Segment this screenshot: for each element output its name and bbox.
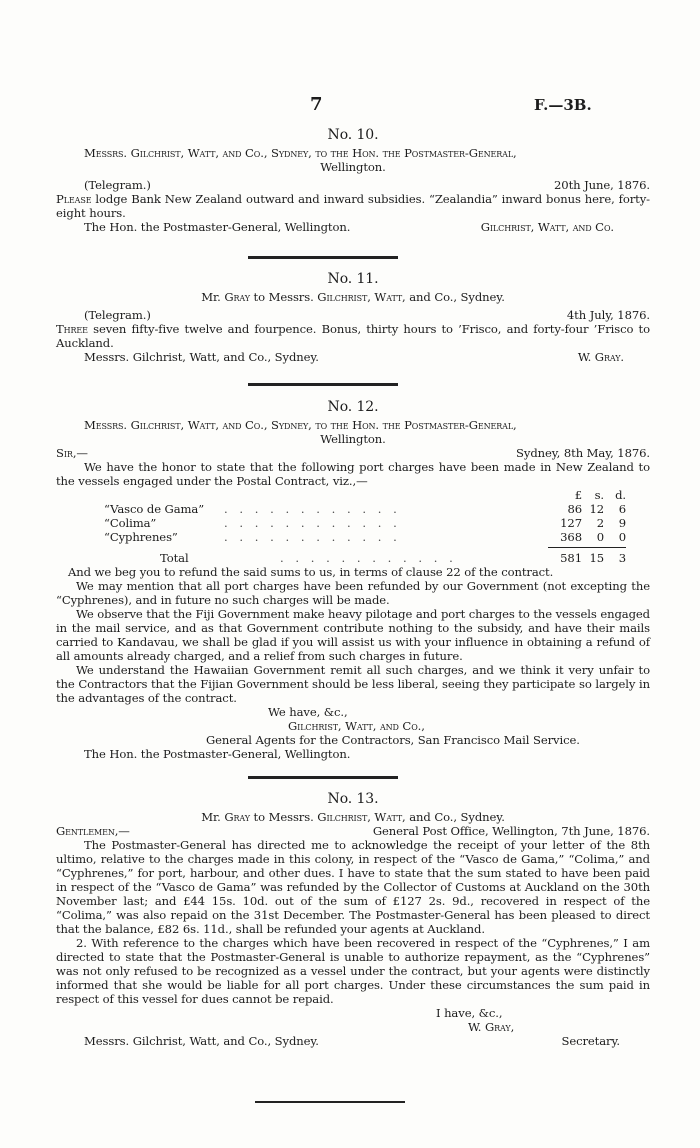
table-total-row: Total . . . . . . . . . . . . 581 15 3 xyxy=(160,551,626,565)
table-row: “Vasco de Gama” . . . . . . . . . . . . 86 12 6 xyxy=(104,502,626,516)
letter-paragraph: The Postmaster-General has directed me to acknowledge the receipt of your letter of the 8th ultimo, relative to the charges made in this colony, in respect of the “Vasco de Gama,” “Colima,” and “Cyphrenes,” for port, harbour, and other dues. I have to state that the sum stated to have been paid in respect of the “Vasco de Gama” was refunded by the Collector of Customs at Auckland on the 30th November last; and £44 15s. 10d. out of the sum of £127 2s. 9d., recovered in respect of the “Colima,” was also repaid on the 31st December. The Postmaster-General has been pleased to direct that the balance, £82 6s. 11d., shall be refunded your agents at Auckland. xyxy=(56,838,650,936)
letter-meta xyxy=(56,824,650,838)
page-number: 7 xyxy=(310,94,323,115)
letter-footer xyxy=(56,220,650,234)
letter-signature: W. Gray, xyxy=(468,1020,515,1034)
letter-recipient: Messrs. Gilchrist, Watt, and Co., Sydney. xyxy=(84,1034,319,1048)
total-rule xyxy=(548,547,626,548)
letter-closing: We have, &c., xyxy=(268,705,348,719)
letter-date: 4th July, 1876. xyxy=(566,308,650,322)
letter-kind: (Telegram.) xyxy=(84,178,151,192)
letter-number: No. 12. xyxy=(327,399,379,415)
letter-signature: Gilchrist, Watt, and Co. xyxy=(480,220,614,234)
letter-number: No. 10. xyxy=(327,127,379,143)
section-divider xyxy=(248,256,398,259)
letter-recipient: The Hon. the Postmaster-General, Wellington. xyxy=(84,220,351,234)
charges-table xyxy=(104,488,626,565)
letter-paragraph: We observe that the Fiji Government make heavy pilotage and port charges to the vessels engaged in the mail service, and as that Government contribute nothing to the subsidy, and have their mails carried to Kandavau, we shall be glad if you will assist us with your influence in obtaining a refund of all amounts already charged, and a relief from such charges in future. xyxy=(56,607,650,663)
letter-number: No. 11. xyxy=(327,271,379,287)
letter-recipient: The Hon. the Postmaster-General, Wellington. xyxy=(84,747,351,761)
letter-paragraph: 2. With reference to the charges which have been recovered in respect of the “Cyphrenes,” I am directed to state that the Postmaster-General is unable to authorize repayment, as the “Cyphrenes” was not only refused to be recognized as a vessel under the contract, but your agents were distinctly informed that she would be liable for all port charges. Under these circumstances the sum paid in respect of this vessel for dues cannot be repaid. xyxy=(56,936,650,1006)
letter-number: No. 13. xyxy=(327,791,379,807)
letter-meta xyxy=(56,308,650,322)
signature-title: Secretary. xyxy=(561,1034,620,1048)
table-row: “Colima” . . . . . . . . . . . . 127 2 9 xyxy=(104,516,626,530)
page-header xyxy=(0,94,700,116)
letter-paragraph: We may mention that all port charges have been refunded by our Government (not excepting the “Cyphrenes), and in future no such charges will be made. xyxy=(56,579,650,607)
letter-footer xyxy=(56,350,650,364)
section-divider xyxy=(255,1101,405,1103)
table-header: £ s. d. xyxy=(574,488,626,502)
letter-10 xyxy=(56,128,650,234)
letter-address: Mr. Gray to Messrs. Gilchrist, Watt, and Co., Sydney. xyxy=(201,810,505,824)
letter-body: Three seven fifty-five twelve and fourpence. Bonus, thirty hours to ’Frisco, and forty-four ’Frisco to Auckland. xyxy=(56,322,650,350)
letter-paragraph: We understand the Hawaiian Government remit all such charges, and we think it very unfair to the Contractors that the Fijian Government should be less liberal, seeing they participate so largely in the advantages of the contract. xyxy=(56,663,650,705)
letter-meta xyxy=(56,446,650,460)
letter-date: General Post Office, Wellington, 7th June, 1876. xyxy=(372,824,650,838)
letter-13 xyxy=(56,792,650,1048)
letter-recipient: Messrs. Gilchrist, Watt, and Co., Sydney. xyxy=(84,350,319,364)
section-divider xyxy=(248,383,398,386)
letter-address: Messrs. Gilchrist, Watt, and Co., Sydney, to the Hon. the Postmaster-General, xyxy=(84,418,517,432)
letter-date: Sydney, 8th May, 1876. xyxy=(516,446,650,460)
letter-salutation: Sir,— xyxy=(56,446,88,460)
letter-meta xyxy=(56,178,650,192)
letter-paragraph: We have the honor to state that the following port charges have been made in New Zealand to the vessels engaged under the Postal Contract, viz.,— xyxy=(56,460,650,488)
signature-role: General Agents for the Contractors, San Francisco Mail Service. xyxy=(206,733,580,747)
letter-closing: I have, &c., xyxy=(436,1006,503,1020)
letter-kind: (Telegram.) xyxy=(84,308,151,322)
section-divider xyxy=(248,776,398,779)
letter-signature: W. Gray. xyxy=(577,350,624,364)
letter-signature: Gilchrist, Watt, and Co., xyxy=(288,719,425,733)
table-row: “Cyphrenes” . . . . . . . . . . . . 368 0 0 xyxy=(104,530,626,544)
letter-address-place: Wellington. xyxy=(320,432,386,446)
letter-footer xyxy=(56,1034,650,1048)
letter-paragraph: And we beg you to refund the said sums to us, in terms of clause 22 of the contract. xyxy=(68,565,554,579)
letter-12 xyxy=(56,400,650,761)
letter-body: Please lodge Bank New Zealand outward and inward subsidies. “Zealandia” inward bonus here, forty-eight hours. xyxy=(56,192,650,220)
letter-11 xyxy=(56,272,650,364)
letter-address: Messrs. Gilchrist, Watt, and Co., Sydney, to the Hon. the Postmaster-General, xyxy=(84,146,517,160)
page-reference: F.—3B. xyxy=(534,96,592,114)
letter-address-place: Wellington. xyxy=(320,160,386,174)
letter-address: Mr. Gray to Messrs. Gilchrist, Watt, and Co., Sydney. xyxy=(201,290,505,304)
letter-date: 20th June, 1876. xyxy=(554,178,650,192)
letter-salutation: Gentlemen,— xyxy=(56,824,130,838)
